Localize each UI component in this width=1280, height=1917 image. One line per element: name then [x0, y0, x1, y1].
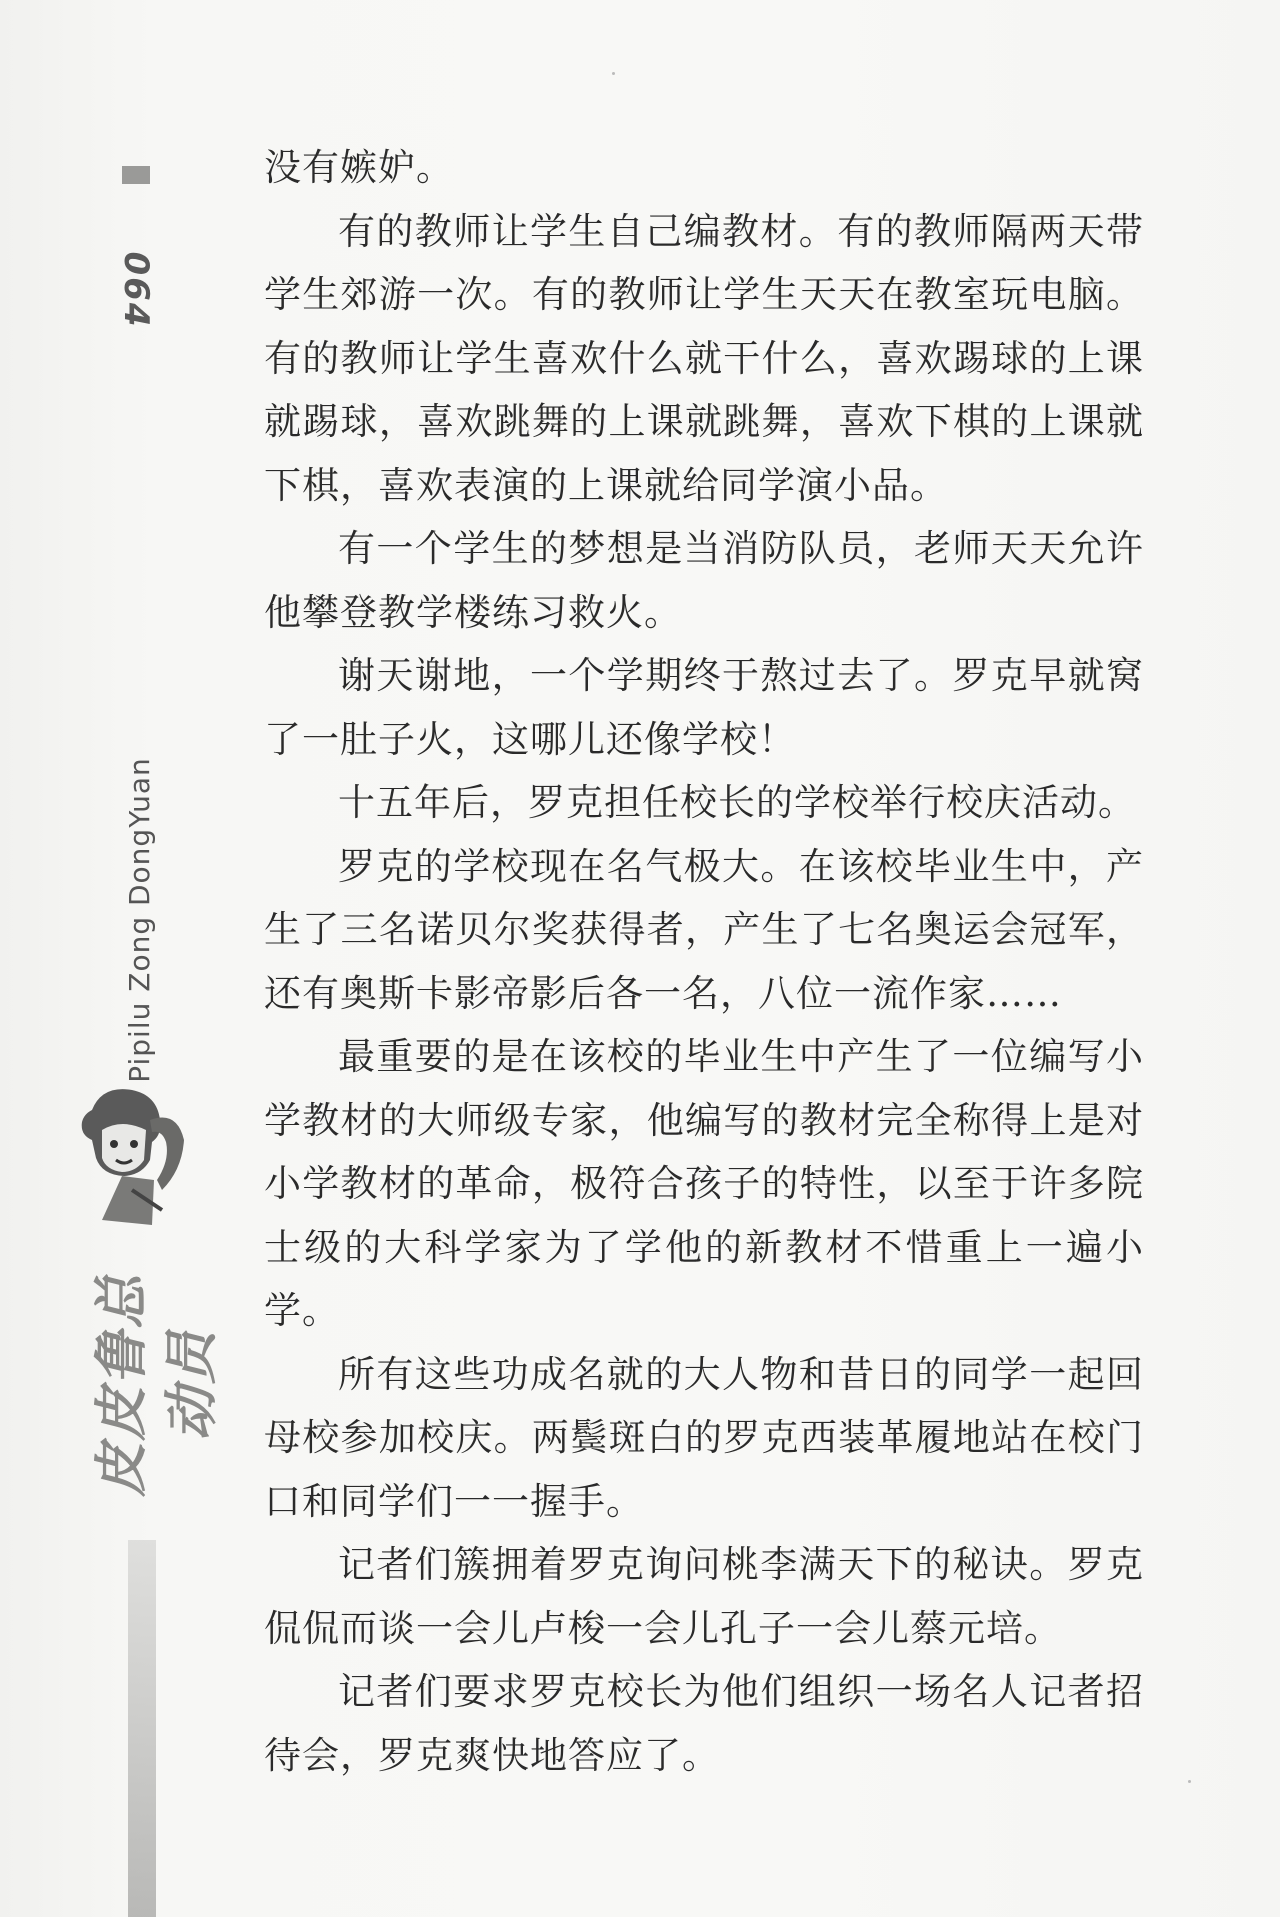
- paragraph: 有的教师让学生自己编教材。有的教师隔两天带学生郊游一次。有的教师让学生天天在教室玩电脑。有的教师让学生喜欢什么就干什么，喜欢踢球的上课就踢球，喜欢跳舞的上课就跳舞，喜欢下棋的上课就下棋，喜欢表演的上课就给同学演小品。: [264, 209, 1144, 507]
- paragraph: 没有嫉妒。: [264, 146, 454, 189]
- scan-speck: [1188, 1780, 1191, 1783]
- paragraph: 谢天谢地，一个学期终于熬过去了。罗克早就窝了一肚子火，这哪儿还像学校！: [264, 654, 1144, 761]
- body-text: [264, 136, 1144, 1787]
- paragraph: 十五年后，罗克担任校长的学校举行校庆活动。: [338, 781, 1136, 824]
- page-marker: [122, 166, 150, 184]
- paragraph: 有一个学生的梦想是当消防队员，老师天天允许他攀登教学楼练习救火。: [264, 527, 1144, 634]
- mascot-illustration: [62, 1080, 190, 1230]
- series-title: 皮皮鲁总动员: [90, 1273, 223, 1497]
- paragraph: 记者们要求罗克校长为他们组织一场名人记者招待会，罗克爽快地答应了。: [264, 1670, 1144, 1777]
- scan-speck: [612, 72, 615, 75]
- page-number: 064: [116, 251, 156, 329]
- paragraph: 罗克的学校现在名气极大。在该校毕业生中，产生了三名诺贝尔奖获得者，产生了七名奥运会冠军，还有奥斯卡影帝影后各一名，八位一流作家……: [264, 844, 1144, 1015]
- series-latin-title: Pipilu Zong DongYuan: [123, 757, 156, 1083]
- paragraph: 所有这些功成名就的大人物和昔日的同学一起回母校参加校庆。两鬓斑白的罗克西装革履地站在校门口和同学们一一握手。: [264, 1352, 1144, 1523]
- paragraph: 最重要的是在该校的毕业生中产生了一位编写小学教材的大师级专家，他编写的教材完全称得上是对小学教材的革命，极符合孩子的特性，以至于许多院士级的大科学家为了学他的新教材不惜重上一遍小学。: [264, 1035, 1144, 1332]
- margin-decoration: [128, 1540, 156, 1917]
- paragraph: 记者们簇拥着罗克询问桃李满天下的秘诀。罗克侃侃而谈一会儿卢梭一会儿孔子一会儿蔡元培。: [264, 1543, 1144, 1650]
